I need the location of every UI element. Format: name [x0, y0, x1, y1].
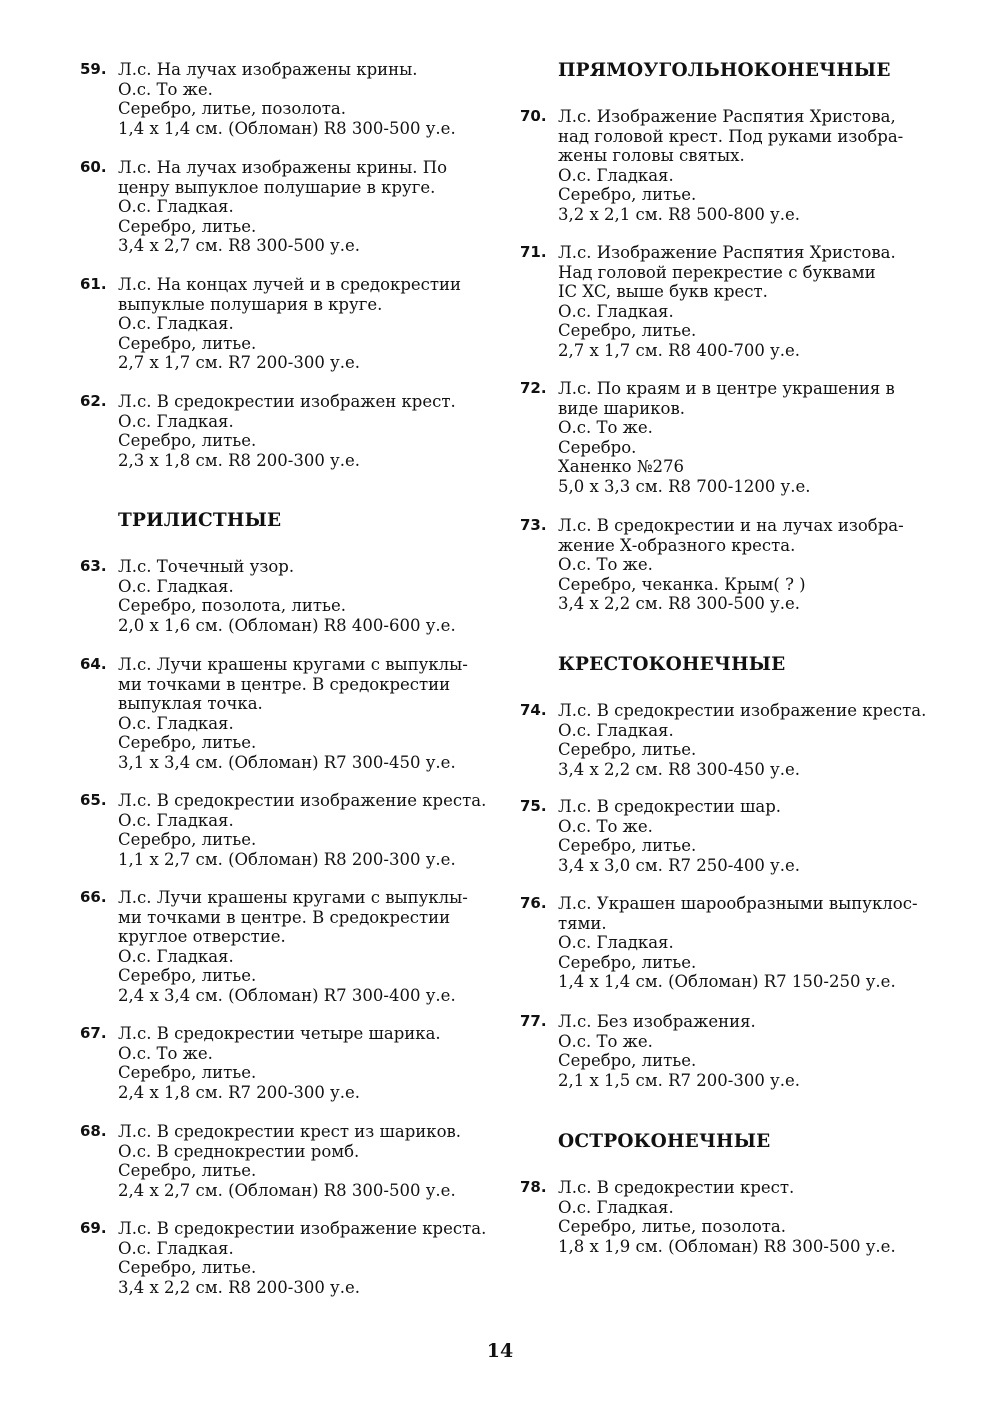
entry-number: 61.	[80, 275, 107, 293]
entry-line: Л.с. Точечный узор.	[118, 557, 295, 576]
entry-line: Л.с. Изображение Распятия Христова,	[558, 107, 896, 126]
entry-line: жение Х-образного креста.	[558, 535, 796, 555]
entry-line: Серебро, литье.	[558, 321, 697, 340]
entry-line: Серебро, литье.	[118, 216, 257, 236]
entry-number: 59.	[80, 60, 107, 78]
entry-number: 71.	[520, 243, 547, 261]
entry-line: О.с. Гладкая.	[558, 301, 674, 321]
entry-line: 3,4 х 2,2 см. R8 300-500 у.е.	[558, 594, 801, 613]
entry-number: 74.	[520, 701, 547, 719]
entry-line: Серебро, литье.	[118, 1063, 257, 1082]
entry-line: Л.с. На концах лучей и в средокрестии	[118, 275, 462, 294]
entry-line: Над головой перекрестие с буквами	[558, 262, 876, 282]
entry-line: О.с. Гладкая.	[558, 165, 674, 185]
entry-line: 2,4 х 3,4 см. (Обломан) R7 300-400 у.е.	[118, 985, 456, 1005]
entry-line: Л.с. В средокрестии и на лучах изобра-	[558, 516, 904, 535]
entry-line: 3,4 х 2,2 см. R8 300-450 у.е.	[558, 759, 801, 779]
catalog-entry-59	[80, 60, 500, 138]
section-heading-sharp: ОСТРОКОНЕЧНЫЕ	[558, 1131, 771, 1152]
catalog-entry-69	[80, 1219, 500, 1297]
entry-line: О.с. Гладкая.	[118, 713, 234, 733]
entry-line: О.с. Гладкая.	[118, 946, 234, 966]
entry-line: Серебро.	[558, 437, 637, 457]
entry-line: Серебро, литье.	[558, 836, 697, 855]
catalog-entry-70	[520, 107, 960, 224]
section-heading-trilist: ТРИЛИСТНЫЕ	[118, 510, 282, 531]
entry-line: Серебро, литье.	[558, 952, 697, 972]
catalog-entry-67	[80, 1024, 500, 1102]
entry-line: О.с. То же.	[118, 79, 213, 99]
entry-number: 75.	[520, 797, 547, 815]
entry-line: Серебро, литье, позолота.	[558, 1217, 786, 1236]
entry-line: 2,1 х 1,5 см. R7 200-300 у.е.	[558, 1070, 801, 1090]
entry-line: Серебро, литье, позолота.	[118, 99, 346, 118]
entry-line: О.с. Гладкая.	[558, 933, 674, 952]
entry-number: 68.	[80, 1122, 107, 1140]
entry-number: 64.	[80, 655, 107, 673]
entry-line: тями.	[558, 913, 607, 933]
entry-line: Серебро, литье.	[118, 1161, 257, 1180]
catalog-entry-66	[80, 888, 500, 1005]
catalog-entry-64	[80, 655, 500, 772]
entry-line: О.с. Гладкая.	[118, 197, 234, 216]
entry-line: Серебро, литье.	[118, 431, 257, 450]
entry-line: 1,1 х 2,7 см. (Обломан) R8 200-300 у.е.	[118, 849, 456, 869]
catalog-entry-74	[520, 701, 960, 779]
entry-line: О.с. Гладкая.	[118, 576, 234, 596]
entry-line: Л.с. На лучах изображены крины. По	[118, 158, 448, 177]
entry-line: круглое отверстие.	[118, 927, 286, 946]
entry-line: 2,7 х 1,7 см. R7 200-300 у.е.	[118, 353, 361, 372]
catalog-entry-62	[80, 392, 500, 470]
entry-line: 5,0 х 3,3 см. R8 700-1200 у.е.	[558, 476, 811, 496]
catalog-entry-68	[80, 1122, 500, 1200]
entry-line: О.с. Гладкая.	[118, 1238, 234, 1258]
catalog-entry-63	[80, 557, 500, 635]
entry-line: Л.с. В средокрестии крест из шариков.	[118, 1122, 462, 1141]
entry-line: Л.с. По краям и в центре украшения в	[558, 379, 895, 398]
entry-line: 2,7 х 1,7 см. R8 400-700 у.е.	[558, 340, 801, 360]
catalog-entry-65	[80, 791, 500, 869]
entry-line: Л.с. В средокрестии изображение креста.	[118, 1219, 487, 1238]
catalog-entry-60	[80, 158, 500, 256]
entry-line: 2,4 х 2,7 см. (Обломан) R8 300-500 у.е.	[118, 1180, 456, 1200]
entry-line: Серебро, чеканка. Крым( ? )	[558, 574, 806, 594]
entry-line: Серебро, позолота, литье.	[118, 596, 346, 615]
entry-line: 2,3 х 1,8 см. R8 200-300 у.е.	[118, 450, 361, 470]
entry-line: О.с. То же.	[558, 418, 653, 437]
entry-line: виде шариков.	[558, 398, 685, 418]
section-heading-cross: КРЕСТОКОНЕЧНЫЕ	[558, 654, 786, 675]
entry-line: жены головы святых.	[558, 146, 745, 165]
entry-number: 67.	[80, 1024, 107, 1042]
entry-line: О.с. Гладкая.	[118, 810, 234, 830]
entry-number: 76.	[520, 894, 547, 912]
entry-line: Л.с. Лучи крашены кругами с выпуклы-	[118, 655, 468, 674]
entry-line: 3,4 х 2,7 см. R8 300-500 у.е.	[118, 236, 361, 255]
entry-line: О.с. Гладкая.	[118, 411, 234, 431]
entry-line: Л.с. В средокрестии изображение креста.	[558, 701, 927, 720]
catalog-entry-72	[520, 379, 960, 496]
catalog-entry-75	[520, 797, 960, 875]
entry-number: 66.	[80, 888, 107, 906]
entry-line: О.с. Гладкая.	[558, 1197, 674, 1217]
entry-number: 60.	[80, 158, 107, 176]
entry-line: ценру выпуклое полушарие в круге.	[118, 177, 436, 197]
entry-line: О.с. Гладкая.	[558, 720, 674, 740]
entry-line: 3,4 х 3,0 см. R7 250-400 у.е.	[558, 855, 801, 875]
entry-line: 3,4 х 2,2 см. R8 200-300 у.е.	[118, 1277, 361, 1297]
entry-line: О.с. В среднокрестии ромб.	[118, 1141, 360, 1161]
entry-line: 1,4 х 1,4 см. (Обломан) R7 150-250 у.е.	[558, 972, 896, 991]
entry-line: выпуклая точка.	[118, 694, 263, 713]
entry-line: 3,1 х 3,4 см. (Обломан) R7 300-450 у.е.	[118, 752, 456, 772]
entry-line: О.с. То же.	[558, 555, 653, 574]
entry-line: ми точками в центре. В средокрестии	[118, 674, 451, 694]
entry-line: Серебро, литье.	[558, 185, 697, 204]
entry-line: Серебро, литье.	[118, 733, 257, 752]
entry-number: 78.	[520, 1178, 547, 1196]
entry-line: Серебро, литье.	[118, 333, 257, 353]
entry-line: Л.с. В средокрестии крест.	[558, 1178, 795, 1197]
entry-number: 77.	[520, 1012, 547, 1030]
entry-line: Л.с. Лучи крашены кругами с выпуклы-	[118, 888, 468, 907]
entry-number: 72.	[520, 379, 547, 397]
entry-line: 1,8 х 1,9 см. (Обломан) R8 300-500 у.е.	[558, 1236, 896, 1256]
entry-line: 3,2 х 2,1 см. R8 500-800 у.е.	[558, 204, 801, 224]
entry-line: Л.с. На лучах изображены крины.	[118, 60, 418, 79]
entry-number: 63.	[80, 557, 107, 575]
entry-line: Серебро, литье.	[558, 740, 697, 759]
entry-line: О.с. Гладкая.	[118, 314, 234, 333]
entry-line: 2,0 х 1,6 см. (Обломан) R8 400-600 у.е.	[118, 615, 456, 635]
catalog-entry-61	[80, 275, 500, 373]
entry-line: Л.с. Изображение Распятия Христова.	[558, 243, 896, 262]
entry-line: 1,4 х 1,4 см. (Обломан) R8 300-500 у.е.	[118, 118, 456, 138]
entry-line: О.с. То же.	[558, 1031, 653, 1051]
catalog-entry-78	[520, 1178, 960, 1256]
catalog-entry-77	[520, 1012, 960, 1090]
catalog-entry-71	[520, 243, 960, 360]
entry-line: 2,4 х 1,8 см. R7 200-300 у.е.	[118, 1082, 361, 1102]
entry-line: О.с. То же.	[558, 816, 653, 836]
entry-line: Серебро, литье.	[118, 966, 257, 985]
entry-number: 65.	[80, 791, 107, 809]
entry-number: 70.	[520, 107, 547, 125]
entry-line: Л.с. В средокрестии шар.	[558, 797, 782, 816]
page-number: 14	[486, 1340, 514, 1362]
entry-number: 73.	[520, 516, 547, 534]
entry-line: IC XC, выше букв крест.	[558, 282, 768, 301]
entry-line: выпуклые полушария в круге.	[118, 294, 383, 314]
entry-number: 62.	[80, 392, 107, 410]
entry-line: Серебро, литье.	[118, 830, 257, 849]
entry-line: Ханенко №276	[558, 457, 684, 476]
entry-line: Л.с. В средокрестии изображен крест.	[118, 392, 456, 411]
entry-line: Серебро, литье.	[558, 1051, 697, 1070]
section-heading-rect: ПРЯМОУГОЛЬНОКОНЕЧНЫЕ	[558, 60, 891, 81]
catalog-entry-73	[520, 516, 960, 614]
entry-line: над головой крест. Под руками изобра-	[558, 126, 904, 146]
entry-line: Л.с. В средокрестии четыре шарика.	[118, 1024, 441, 1043]
entry-number: 69.	[80, 1219, 107, 1237]
entry-line: О.с. То же.	[118, 1043, 213, 1063]
entry-line: Л.с. В средокрестии изображение креста.	[118, 791, 487, 810]
catalog-entry-76	[520, 894, 960, 992]
entry-line: Л.с. Без изображения.	[558, 1012, 756, 1031]
entry-line: Серебро, литье.	[118, 1258, 257, 1277]
entry-line: ми точками в центре. В средокрестии	[118, 907, 451, 927]
entry-line: Л.с. Украшен шарообразными выпуклос-	[558, 894, 918, 913]
